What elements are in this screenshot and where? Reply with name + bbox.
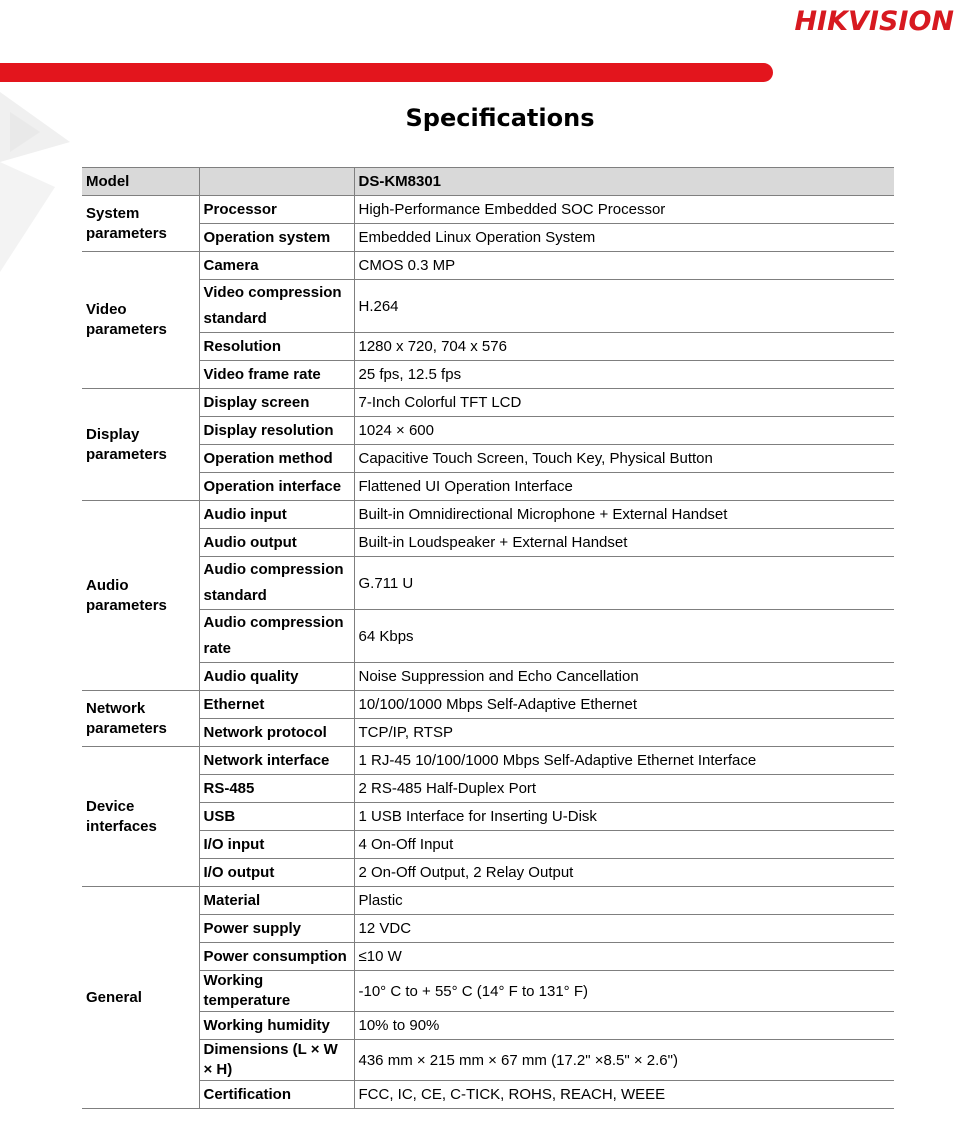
table-row (82, 887, 894, 915)
spec-value: Embedded Linux Operation System (354, 224, 894, 252)
hikvision-logo: HIKVISION (794, 6, 954, 37)
category-cell: System parameters (82, 196, 199, 252)
spec-value: 10/100/1000 Mbps Self-Adaptive Ethernet (354, 691, 894, 719)
spec-label: Audio output (199, 529, 354, 557)
spec-label: Processor (199, 196, 354, 224)
spec-value: CMOS 0.3 MP (354, 252, 894, 280)
table-row (82, 831, 894, 859)
table-row (82, 663, 894, 691)
table-row (82, 971, 894, 1012)
model-blank (199, 168, 354, 196)
table-row (82, 473, 894, 501)
table-row (82, 943, 894, 971)
spec-label: Network protocol (199, 719, 354, 747)
table-row (82, 389, 894, 417)
spec-label: Video compression standard (199, 280, 354, 333)
table-row (82, 252, 894, 280)
table-row (82, 557, 894, 610)
spec-label: RS-485 (199, 775, 354, 803)
table-row (82, 529, 894, 557)
spec-label: Audio quality (199, 663, 354, 691)
table-row (82, 501, 894, 529)
table-row (82, 280, 894, 333)
spec-value: 64 Kbps (354, 610, 894, 663)
spec-label: Dimensions (L × W × H) (199, 1040, 354, 1081)
table-row (82, 859, 894, 887)
spec-label: Display screen (199, 389, 354, 417)
spec-label: Power consumption (199, 943, 354, 971)
spec-value: Plastic (354, 887, 894, 915)
header-red-bar (0, 63, 773, 82)
spec-value: Noise Suppression and Echo Cancellation (354, 663, 894, 691)
spec-value: High-Performance Embedded SOC Processor (354, 196, 894, 224)
spec-label: I/O input (199, 831, 354, 859)
spec-label: Resolution (199, 333, 354, 361)
spec-label: Working temperature (199, 971, 354, 1012)
table-row (82, 1012, 894, 1040)
model-row (82, 168, 894, 196)
spec-label: Display resolution (199, 417, 354, 445)
table-row (82, 610, 894, 663)
spec-label: Video frame rate (199, 361, 354, 389)
spec-table (82, 167, 894, 1109)
spec-value: ≤10 W (354, 943, 894, 971)
table-row (82, 196, 894, 224)
spec-value: 2 RS-485 Half-Duplex Port (354, 775, 894, 803)
spec-value: -10° C to + 55° C (14° F to 131° F) (354, 971, 894, 1012)
spec-value: 1 USB Interface for Inserting U-Disk (354, 803, 894, 831)
table-row (82, 361, 894, 389)
model-label: Model (82, 168, 199, 196)
spec-value: 12 VDC (354, 915, 894, 943)
spec-label: Network interface (199, 747, 354, 775)
table-row (82, 333, 894, 361)
spec-label: Audio compression standard (199, 557, 354, 610)
spec-label: Audio compression rate (199, 610, 354, 663)
category-cell: Video parameters (82, 252, 199, 389)
table-row (82, 417, 894, 445)
spec-label: Material (199, 887, 354, 915)
category-cell: Display parameters (82, 389, 199, 501)
spec-value: 25 fps, 12.5 fps (354, 361, 894, 389)
spec-value: G.711 U (354, 557, 894, 610)
spec-label: Certification (199, 1081, 354, 1109)
category-cell: Device interfaces (82, 747, 199, 887)
spec-value: H.264 (354, 280, 894, 333)
table-row (82, 775, 894, 803)
table-row (82, 1081, 894, 1109)
spec-label: I/O output (199, 859, 354, 887)
table-row (82, 915, 894, 943)
spec-value: 2 On-Off Output, 2 Relay Output (354, 859, 894, 887)
spec-label: Working humidity (199, 1012, 354, 1040)
spec-value: Built-in Omnidirectional Microphone + External Handset (354, 501, 894, 529)
model-value: DS-KM8301 (354, 168, 894, 196)
spec-label: Operation system (199, 224, 354, 252)
spec-value: 7-Inch Colorful TFT LCD (354, 389, 894, 417)
spec-label: Ethernet (199, 691, 354, 719)
spec-label: USB (199, 803, 354, 831)
spec-label: Audio input (199, 501, 354, 529)
spec-value: Capacitive Touch Screen, Touch Key, Physical Button (354, 445, 894, 473)
spec-value: 1024 × 600 (354, 417, 894, 445)
spec-label: Power supply (199, 915, 354, 943)
spec-value: 436 mm × 215 mm × 67 mm (17.2" ×8.5" × 2.6") (354, 1040, 894, 1081)
spec-value: TCP/IP, RTSP (354, 719, 894, 747)
table-row (82, 445, 894, 473)
spec-value: 10% to 90% (354, 1012, 894, 1040)
table-row (82, 691, 894, 719)
spec-value: Built-in Loudspeaker + External Handset (354, 529, 894, 557)
spec-label: Camera (199, 252, 354, 280)
table-row (82, 803, 894, 831)
spec-value: FCC, IC, CE, C-TICK, ROHS, REACH, WEEE (354, 1081, 894, 1109)
table-row (82, 747, 894, 775)
spec-value: 4 On-Off Input (354, 831, 894, 859)
category-cell: Network parameters (82, 691, 199, 747)
spec-label: Operation method (199, 445, 354, 473)
category-cell: General (82, 887, 199, 1109)
spec-value: 1280 x 720, 704 x 576 (354, 333, 894, 361)
category-cell: Audio parameters (82, 501, 199, 691)
page-title: Specifications (405, 104, 595, 132)
table-row (82, 1040, 894, 1081)
spec-value: 1 RJ-45 10/100/1000 Mbps Self-Adaptive Ethernet Interface (354, 747, 894, 775)
table-row (82, 224, 894, 252)
spec-value: Flattened UI Operation Interface (354, 473, 894, 501)
table-row (82, 719, 894, 747)
spec-label: Operation interface (199, 473, 354, 501)
